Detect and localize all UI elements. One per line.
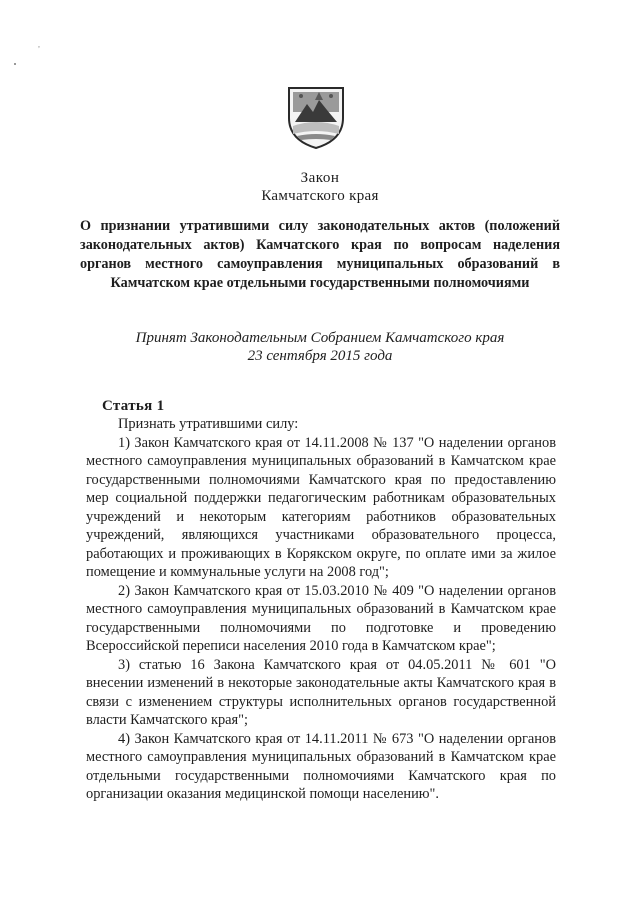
article-heading: Статья 1 xyxy=(102,398,165,414)
issuing-region: Камчатского края xyxy=(261,188,379,204)
scan-mark: , xyxy=(38,40,40,49)
law-title: О признании утратившими силу законодательных актов (положений законодательных актов) Камчатского края по вопросам наделения органов местного самоуправления муниципальных образований в Камчатском крае отдельными государственными полномочиями xyxy=(80,218,560,291)
article-item-4: 4) Закон Камчатского края от 14.11.2011 № 673 "О наделении органов местного самоуправления муниципальных образований в Камчатском крае отдельными государственными полномочиями Камчатского края по организации оказания медицинской помощи населению". xyxy=(86,730,556,802)
article-body xyxy=(86,415,556,804)
coat-of-arms-emblem xyxy=(281,82,351,152)
article-intro: Признать утратившими силу: xyxy=(118,416,299,432)
adoption-date: 23 сентября 2015 года xyxy=(247,348,393,364)
article-item-1: 1) Закон Камчатского края от 14.11.2008 № 137 "О наделении органов местного самоуправления муниципальных образований в Камчатском крае государственными полномочиями Камчатского края по предоставлению мер социальной поддержки педагогическим работникам образовательных учреждений и некоторым категориям работников образовательных учреждений, являющихся участниками образовательного процесса, работающих и проживающих в Корякском округе, по оплате ими за жилое помещение и коммунальные услуги на 2008 год"; xyxy=(86,434,556,580)
scan-speck xyxy=(14,63,16,65)
document-type: Закон xyxy=(300,170,340,186)
article-item-2: 2) Закон Камчатского края от 15.03.2010 № 409 "О наделении органов местного самоуправления муниципальных образований в Камчатском крае государственными полномочиями по подготовке и проведению Всероссийской переписи населения 2010 года в Камчатском крае"; xyxy=(86,582,556,654)
adoption-statement: Принят Законодательным Собранием Камчатского края xyxy=(135,330,505,346)
article-item-3: 3) статью 16 Закона Камчатского края от 04.05.2011 № 601 "О внесении изменений в некоторые законодательные акты Камчатского края в связи с изменением структуры исполнительных органов государственной власти Камчатского края"; xyxy=(86,656,556,728)
